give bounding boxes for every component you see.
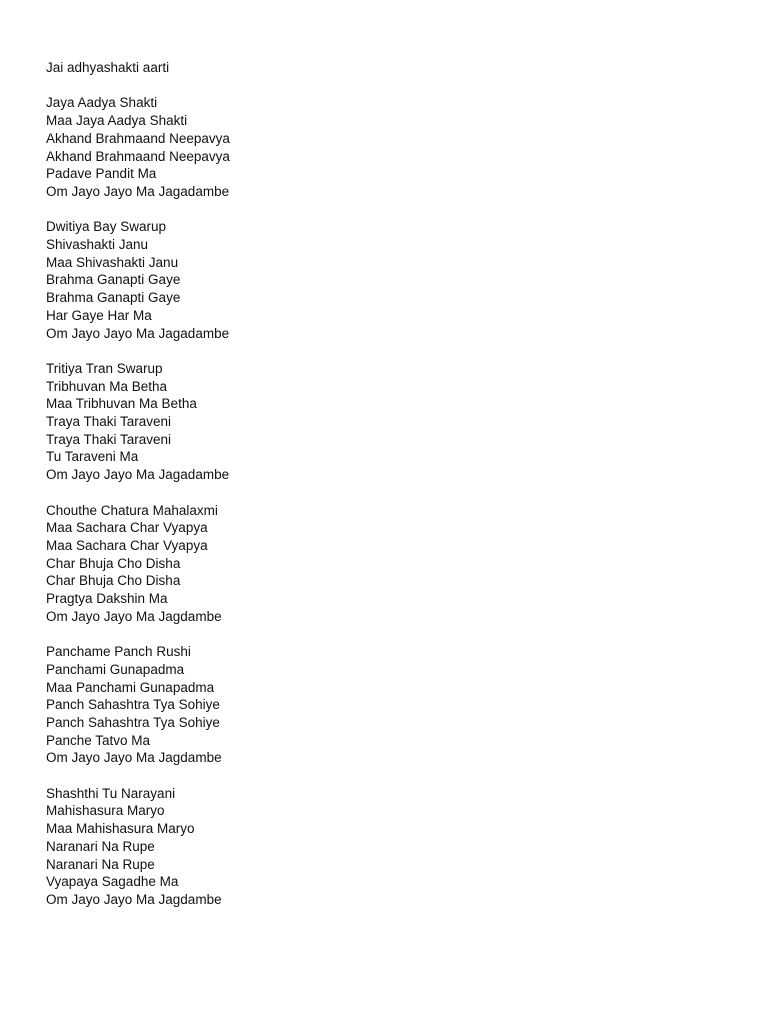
verse-line: Tribhuvan Ma Betha <box>46 378 168 394</box>
verse-line: Maa Tribhuvan Ma Betha <box>46 396 197 412</box>
verse-line: Tu Taraveni Ma <box>46 449 139 465</box>
verse-line: Panche Tatvo Ma <box>46 732 151 748</box>
verse-line: Pragtya Dakshin Ma <box>46 591 168 607</box>
verse-line: Naranari Na Rupe <box>46 856 155 872</box>
stanza-4 <box>46 502 726 626</box>
verse-line: Om Jayo Jayo Ma Jagdambe <box>46 608 222 624</box>
verse-line: Shivashakti Janu <box>46 237 149 252</box>
verse-line: Maa Panchami Gunapadma <box>46 679 215 695</box>
verse-line: Dwitiya Bay Swarup <box>46 219 167 235</box>
verse-line: Maa Sachara Char Vyapya <box>46 537 208 553</box>
verse-line: Brahma Ganapti Gaye <box>46 272 181 288</box>
verse-line: Om Jayo Jayo Ma Jagdambe <box>46 750 222 766</box>
verse-line: Om Jayo Jayo Ma Jagadambe <box>46 467 230 483</box>
verse-line: Panchame Panch Rushi <box>46 644 191 660</box>
verse-line: Vyapaya Sagadhe Ma <box>46 874 179 890</box>
verse-line: Om Jayo Jayo Ma Jagadambe <box>46 183 230 199</box>
verse-line: Panch Sahashtra Tya Sohiye <box>46 697 220 713</box>
verse-line: Maa Jaya Aadya Shakti <box>46 113 188 129</box>
verse-line: Chouthe Chatura Mahalaxmi <box>46 502 218 518</box>
document-title: Jai adhyashakti aarti <box>46 60 170 75</box>
verse-line: Maa Sachara Char Vyapya <box>46 520 208 536</box>
verse-line: Tritiya Tran Swarup <box>46 360 163 376</box>
stanza-6 <box>46 785 726 909</box>
verse-line: Jaya Aadya Shakti <box>46 95 158 111</box>
stanza-2 <box>46 218 726 342</box>
verse-line: Akhand Brahmaand Neepavya <box>46 148 230 164</box>
verse-line: Om Jayo Jayo Ma Jagadambe <box>46 325 230 341</box>
verse-line: Brahma Ganapti Gaye <box>46 290 181 306</box>
verse-line: Naranari Na Rupe <box>46 838 155 854</box>
stanza-5 <box>46 643 726 767</box>
verse-line: Maa Mahishasura Maryo <box>46 821 195 837</box>
verse-line: Panchami Gunapadma <box>46 661 185 677</box>
verse-line: Panch Sahashtra Tya Sohiye <box>46 714 220 730</box>
verse-line: Om Jayo Jayo Ma Jagdambe <box>46 891 222 907</box>
verse-line: Shashthi Tu Narayani <box>46 785 176 801</box>
verse-line: Akhand Brahmaand Neepavya <box>46 130 230 146</box>
stanza-3 <box>46 360 726 484</box>
verse-line: Maa Shivashakti Janu <box>46 254 179 270</box>
verse-line: Traya Thaki Taraveni <box>46 414 172 430</box>
document-page <box>46 59 726 909</box>
stanza-1 <box>46 94 726 200</box>
verse-line: Padave Pandit Ma <box>46 166 157 182</box>
verse-line: Char Bhuja Cho Disha <box>46 573 181 589</box>
verse-line: Mahishasura Maryo <box>46 803 165 819</box>
verse-line: Char Bhuja Cho Disha <box>46 555 181 571</box>
verse-line: Har Gaye Har Ma <box>46 307 152 323</box>
verse-line: Traya Thaki Taraveni <box>46 431 172 447</box>
